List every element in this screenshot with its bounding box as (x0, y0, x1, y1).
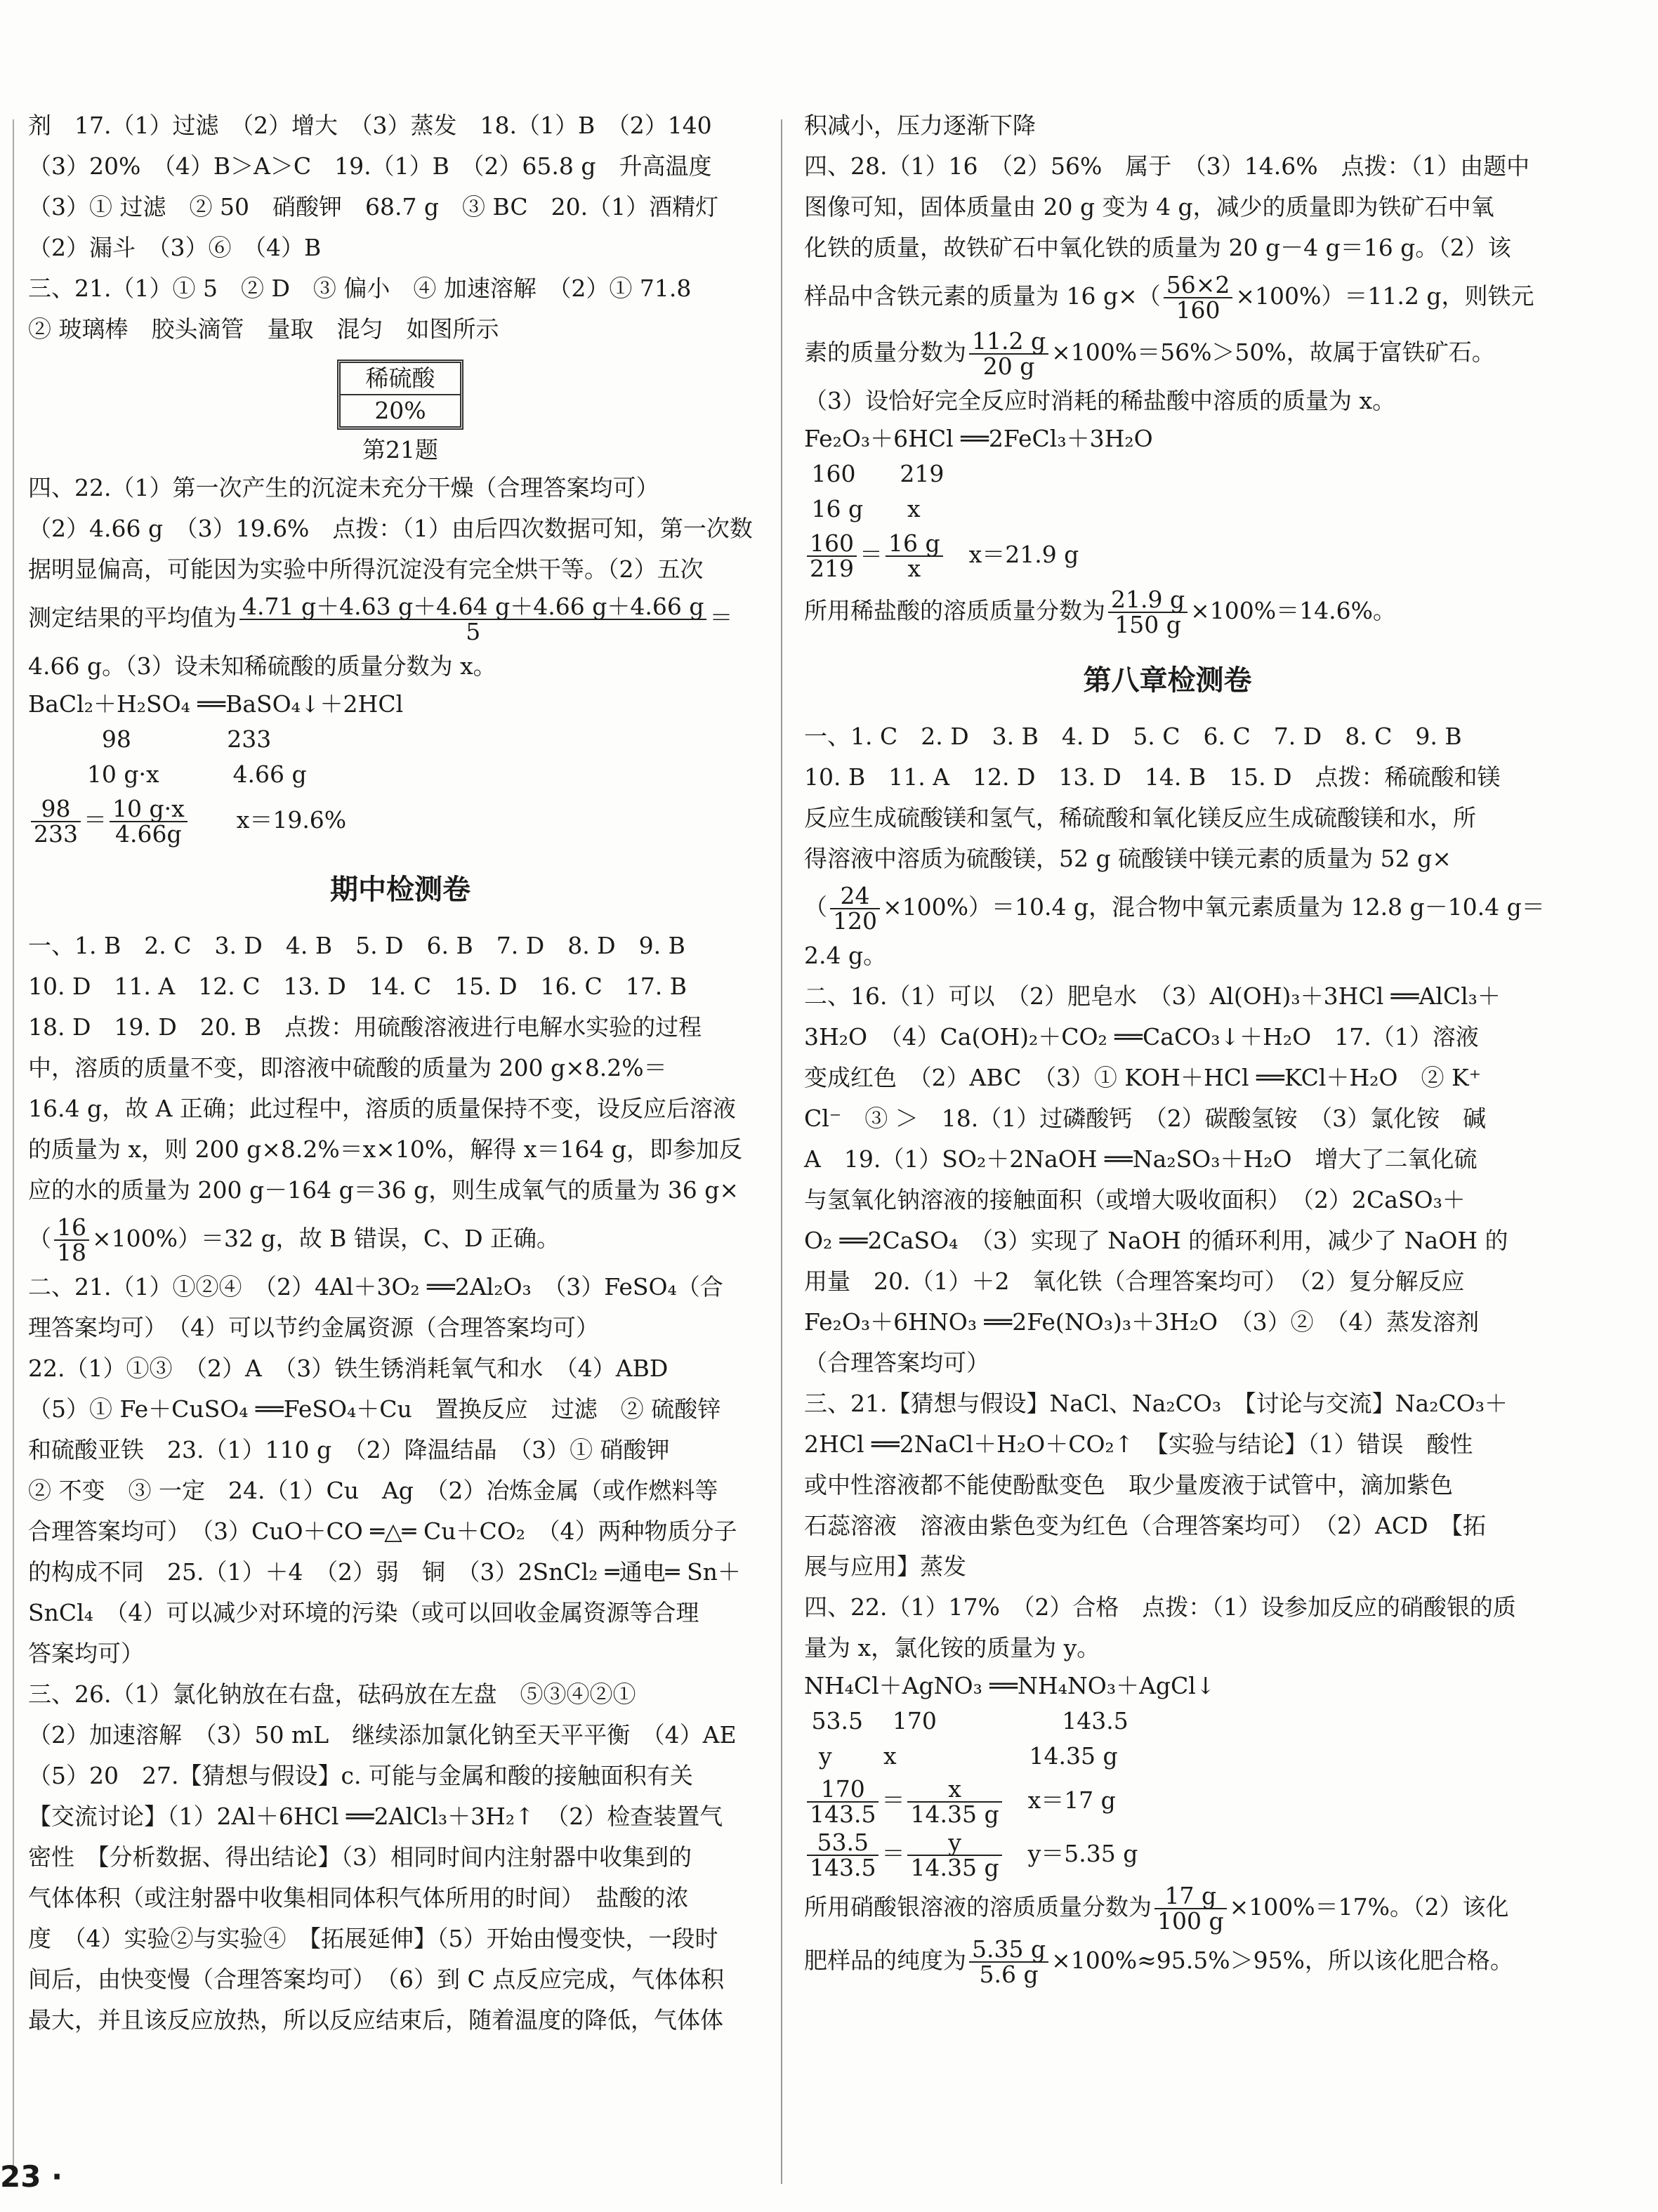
average-formula (28, 590, 772, 646)
fraction-denominator: 219 (810, 555, 854, 582)
fraction-numerator: 170 (807, 1777, 879, 1803)
text-span: 样品中含铁元素的质量为 16 g×（ (804, 282, 1161, 310)
text-line: 度 （4）实验②与实验④ 【拓展延伸】（5）开始由慢变快，一段时 (28, 1925, 718, 1952)
fraction-numerator: 5.35 g (969, 1937, 1048, 1963)
text-line: ② 不变 ③ 一定 24.（1）Cu Ag （2）冶炼金属（或作燃料等 (28, 1477, 718, 1504)
fraction-denominator: 14.35 g (910, 1800, 999, 1828)
text-line: 图像可知，固体质量由 20 g 变为 4 g，减少的质量即为铁矿石中氧 (804, 193, 1494, 220)
text-line: 二、21.（1）①②④ （2）4Al＋3O₂ ══2Al₂O₃ （3）FeSO₄（合 (28, 1273, 723, 1301)
iron-fraction-formula (804, 324, 1531, 381)
fraction (807, 529, 857, 582)
text-line: （3）① 过滤 ② 50 硝酸钾 68.7 g ③ BC 20.（1）酒精灯 (28, 193, 719, 220)
fraction (1164, 273, 1233, 322)
fraction-denominator: 120 (833, 907, 877, 935)
text-line: 4.66 g。（3）设未知稀硫酸的质量分数为 x。 (28, 652, 496, 680)
fraction-numerator: y (907, 1831, 1001, 1856)
fraction (239, 595, 706, 644)
text-line: （合理答案均可） (804, 1349, 989, 1376)
fraction-numerator: 24 (830, 884, 880, 909)
right-column (804, 105, 1545, 1988)
fraction-numerator: 53.5 (807, 1831, 879, 1856)
text-span: 测定结果的平均值为 (28, 604, 237, 631)
fraction-denominator: 100 g (1157, 1907, 1224, 1935)
page-number: 23 · (0, 2159, 63, 2194)
text-line: Fe₂O₃＋6HNO₃ ══2Fe(NO₃)₃＋3H₂O （3）② （4）蒸发溶剂 (804, 1308, 1480, 1336)
ratio-result: x＝17 g (1027, 1786, 1116, 1814)
equation-row: 53.5 170 143.5 (804, 1707, 1129, 1734)
text-line: A 19.（1）SO₂＋2NaOH ══Na₂SO₃＋H₂O 增大了二氧化硫 (804, 1145, 1478, 1173)
text-line: 或中性溶液都不能使酚酞变色 取少量废液于试管中，滴加紫色 (804, 1471, 1453, 1499)
text-line: 积减小，压力逐渐下降 (804, 112, 1036, 139)
fraction-denominator: 150 g (1114, 611, 1181, 638)
chemical-equation: NH₄Cl＋AgNO₃ ══NH₄NO₃＋AgCl↓ (804, 1672, 1216, 1699)
text-line: 最大，并且该反应放热，所以反应结束后，随着温度的降低，气体体 (28, 2006, 723, 2034)
text-line: 石蕊溶液 溶液由紫色变为红色（合理答案均可） （2）ACD 【拓 (804, 1512, 1487, 1539)
text-line: 间后，由快变慢（合理答案均可） （6）到 C 点反应完成，气体体积 (28, 1966, 725, 1993)
fraction-numerator: 21.9 g (1108, 588, 1187, 613)
fraction-numerator: 10 g·x (110, 797, 187, 822)
left-margin-rule (13, 119, 14, 2170)
text-line: ② 玻璃棒 胶头滴管 量取 混匀 如图所示 (28, 315, 499, 343)
text-line: （2）漏斗 （3）⑥ （4）B (28, 234, 322, 261)
fraction-denominator: 4.66g (115, 820, 182, 848)
fraction (907, 1777, 1001, 1826)
fraction-numerator: x (907, 1777, 1001, 1803)
fraction (907, 1831, 1001, 1880)
fraction-numerator: 56×2 (1164, 273, 1233, 298)
text-line: O₂ ══2CaSO₄ （3）实现了 NaOH 的循环利用，减少了 NaOH 的 (804, 1227, 1508, 1254)
fraction (54, 1213, 89, 1266)
fraction (31, 797, 81, 846)
fraction-denominator: 5 (466, 618, 481, 645)
figure-caption: 第21题 (362, 436, 438, 463)
text-line: 一、1. B 2. C 3. D 4. B 5. D 6. B 7. D 8. D 9. B (28, 932, 685, 959)
text-line: （2）加速溶解 （3）50 mL 继续添加氯化钠至天平平衡 （4）AE (28, 1721, 737, 1749)
text-line: 反应生成硫酸镁和氢气，稀硫酸和氧化镁反应生成硫酸镁和水，所 (804, 804, 1476, 831)
text-span: ×100%≈95.5%＞95%，所以该化肥合格。 (1051, 1947, 1513, 1974)
ratio-result: x＝19.6% (236, 806, 347, 834)
fraction (807, 1777, 879, 1826)
text-line: 合理答案均可） （3）CuO＋CO ═△═ Cu＋CO₂ （4）两种物质分子 (28, 1518, 737, 1545)
ratio-result: y＝5.35 g (1027, 1840, 1138, 1867)
fraction-numerator: 160 (807, 532, 857, 557)
text-line: 展与应用】蒸发 (804, 1553, 966, 1580)
fraction-numerator: 4.71 g＋4.63 g＋4.64 g＋4.66 g＋4.66 g (239, 595, 706, 620)
chemical-equation: BaCl₂＋H₂SO₄ ══BaSO₄↓＋2HCl (28, 690, 404, 718)
column-divider (781, 119, 782, 2184)
text-line: 四、22.（1）第一次产生的沉淀未充分干燥（合理答案均可） (28, 474, 659, 501)
text-line: （5）20 27.【猜想与假设】c. 可能与金属和酸的接触面积有关 (28, 1762, 693, 1789)
text-line: （5）① Fe＋CuSO₄ ══FeSO₄＋Cu 置换反应 过滤 ② 硫酸锌 (28, 1395, 721, 1423)
fraction-denominator: 18 (57, 1239, 86, 1266)
fraction (830, 884, 880, 933)
purity-formula (804, 1934, 1531, 1987)
ratio-equation: $\frac{170}{143.5}$ ＝ $\frac{x}{14.35 g}$ x＝17 g (804, 1774, 1531, 1827)
hcl-fraction-formula (804, 583, 1531, 639)
text-line: SnCl₄ （4）可以减少对环境的污染（或可以回收金属资源等合理 (28, 1599, 699, 1626)
text-span: ×100%＝14.6%。 (1190, 597, 1396, 624)
fraction-denominator: 233 (34, 820, 78, 848)
equation-row: y x 14.35 g (804, 1742, 1118, 1770)
text-span: ×100%）＝10.4 g，混合物中氧元素质量为 12.8 g－10.4 g＝ (883, 893, 1545, 921)
text-line: 密性 【分析数据、得出结论】（3）相同时间内注射器中收集到的 (28, 1843, 692, 1871)
reagent-label-name: 稀硫酸 (365, 364, 435, 392)
text-line: 三、21.【猜想与假设】NaCl、Na₂CO₃ 【讨论与交流】Na₂CO₃＋ (804, 1390, 1508, 1417)
text-line: 2.4 g。 (804, 942, 887, 969)
equation-row: 98 233 (28, 725, 272, 753)
text-line: Cl⁻ ③ ＞ 18.（1）过磷酸钙 （2）碳酸氢铵 （3）氯化铵 碱 (804, 1105, 1487, 1132)
silver-nitrate-formula (804, 1881, 1531, 1934)
text-span: 素的质量分数为 (804, 338, 966, 366)
chemical-equation: Fe₂O₃＋6HCl ══2FeCl₃＋3H₂O (804, 425, 1153, 452)
fraction-denominator: 5.6 g (979, 1961, 1039, 1988)
text-line: 3H₂O （4）Ca(OH)₂＋CO₂ ══CaCO₃↓＋H₂O 17.（1）溶液 (804, 1023, 1479, 1051)
text-line: 与氢氧化钠溶液的接触面积（或增大吸收面积） （2）2CaSO₃＋ (804, 1186, 1466, 1213)
fraction-denominator: 14.35 g (910, 1854, 999, 1881)
text-line: 一、1. C 2. D 3. B 4. D 5. C 6. C 7. D 8. C 9. B (804, 723, 1462, 750)
fraction (110, 797, 187, 846)
fraction (1108, 588, 1187, 637)
section-title: 第八章检测卷 (1083, 664, 1252, 697)
ratio-equation: $\frac{98}{233}$ ＝ $\frac{10 g\cdot x}{4.66g}$ x＝19.6% (28, 792, 772, 848)
iron-mass-formula (804, 268, 1534, 324)
text-line: 三、21.（1）① 5 ② D ③ 偏小 ④ 加速溶解 （2）① 71.8 (28, 275, 692, 302)
text-line: 22.（1）①③ （2）A （3）铁生锈消耗氧气和水 （4）ABD (28, 1355, 669, 1382)
text-line: 变成红色 （2）ABC （3）① KOH＋HCl ══KCl＋H₂O ② K⁺ (804, 1064, 1482, 1091)
text-line: 化铁的质量，故铁矿石中氧化铁的质量为 20 g－4 g＝16 g。（2）该 (804, 234, 1511, 261)
left-column (28, 105, 772, 2041)
text-span: ×100%＝17%。（2）该化 (1229, 1893, 1509, 1921)
reagent-label-concentration: 20% (341, 394, 460, 426)
text-span: ×100%）＝32 g，故 B 错误，C、D 正确。 (92, 1225, 560, 1252)
text-line: 理答案均可） （4）可以节约金属资源（合理答案均可） (28, 1314, 599, 1341)
section-title: 期中检测卷 (330, 874, 471, 906)
text-line: 四、28.（1）16 （2）56% 属于 （3）14.6% 点拨：（1）由题中 (804, 152, 1530, 180)
fraction (969, 1937, 1048, 1987)
text-line: 得溶液中溶质为硫酸镁，52 g 硫酸镁中镁元素的质量为 52 g× (804, 845, 1452, 872)
ratio-equation: $\frac{160}{219}$ ＝ $\frac{16 g}{x}$ x＝21.9 g (804, 527, 1531, 583)
ratio-result: x＝21.9 g (968, 541, 1079, 568)
fraction (1154, 1884, 1227, 1933)
text-line: 应的水的质量为 200 g－164 g＝36 g，则生成氧气的质量为 36 g× (28, 1176, 739, 1204)
text-span: 所用硝酸银溶液的溶质质量分数为 (804, 1893, 1152, 1921)
text-line: 气体体积（或注射器中收集相同体积气体所用的时间） 盐酸的浓 (28, 1884, 689, 1911)
text-span: ×100%＝56%＞50%，故属于富铁矿石。 (1051, 338, 1495, 366)
text-line: 据明显偏高，可能因为实验中所得沉淀没有完全烘干等。（2）五次 (28, 555, 704, 583)
fraction-denominator: x (907, 555, 921, 582)
text-line: 的质量为 x，则 200 g×8.2%＝x×10%，解得 x＝164 g，即参加反 (28, 1135, 742, 1163)
text-line: 10. B 11. A 12. D 13. D 14. B 15. D 点拨：稀硫酸和镁 (804, 763, 1501, 791)
ratio-equation: $\frac{53.5}{143.5}$ ＝ $\frac{y}{14.35 g}$ y＝5.35 g (804, 1827, 1531, 1881)
text-line: 16.4 g，故 A 正确；此过程中，溶质的质量保持不变，设反应后溶液 (28, 1095, 736, 1122)
text-span: 所用稀盐酸的溶质质量分数为 (804, 597, 1105, 624)
text-line: 用量 20.（1）＋2 氧化铁（合理答案均可） （2）复分解反应 (804, 1268, 1465, 1295)
text-line: （3）20% （4）B＞A＞C 19.（1）B （2）65.8 g 升高温度 (28, 152, 712, 180)
text-line: 二、16.（1）可以 （2）肥皂水 （3）Al(OH)₃＋3HCl ══AlCl₃＋ (804, 982, 1501, 1010)
text-line: 剂 17.（1）过滤 （2）增大 （3）蒸发 18.（1）B （2）140 (28, 112, 712, 139)
reagent-label (337, 360, 463, 430)
fraction-numerator: 17 g (1154, 1884, 1227, 1909)
fraction-numerator: 98 (31, 797, 81, 822)
text-line: 四、22.（1）17% （2）合格 点拨：（1）设参加反应的硝酸银的质 (804, 1593, 1516, 1621)
text-line: （3）设恰好完全反应时消耗的稀盐酸中溶质的质量为 x。 (804, 387, 1396, 414)
fraction (969, 329, 1048, 378)
text-span: ＝ (709, 604, 733, 631)
fraction-numerator: 16 (54, 1216, 89, 1241)
text-line: 量为 x，氯化铵的质量为 y。 (804, 1634, 1100, 1661)
text-line: 18. D 19. D 20. B 点拨：用硫酸溶液进行电解水实验的过程 (28, 1013, 702, 1041)
fraction-numerator: 16 g (886, 532, 943, 557)
equation-row: 16 g x (804, 495, 921, 522)
text-line: 的构成不同 25.（1）＋4 （2）弱 铜 （3）2SnCl₂ ═通电═ Sn＋ (28, 1558, 741, 1586)
fraction-denominator: 143.5 (810, 1854, 876, 1881)
text-line: 【交流讨论】（1）2Al＋6HCl ══2AlCl₃＋3H₂↑ （2）检查装置气 (28, 1803, 723, 1830)
text-line: 答案均可） (28, 1640, 144, 1667)
fraction-numerator: 11.2 g (969, 329, 1048, 355)
text-line: 三、26.（1）氯化钠放在右盘，砝码放在左盘 ⑤③④②① (28, 1680, 636, 1708)
text-line: 中，溶质的质量不变，即溶液中硫酸的质量为 200 g×8.2%＝ (28, 1054, 667, 1081)
fraction-denominator: 20 g (982, 353, 1035, 380)
text-line: 和硫酸亚铁 23.（1）110 g （2）降温结晶 （3）① 硝酸钾 (28, 1436, 670, 1463)
equation-row: 160 219 (804, 460, 945, 487)
fraction-denominator: 143.5 (810, 1800, 876, 1828)
fraction-denominator: 160 (1176, 296, 1221, 324)
equation-row: 10 g·x 4.66 g (28, 761, 307, 788)
magnesium-formula: （ $\frac{24}{120}$ ×100%）＝10.4 g，混合物中氧元素质量为 12.8 g－10.4 g＝ (804, 882, 1545, 935)
text-line: 10. D 11. A 12. C 13. D 14. C 15. D 16. C 17. B (28, 973, 687, 1000)
fraction (886, 529, 943, 582)
text-span: ×100%）＝11.2 g，则铁元 (1235, 282, 1534, 310)
text-line: （2）4.66 g （3）19.6% 点拨：（1）由后四次数据可知，第一次数 (28, 515, 753, 542)
oxygen-formula: （ $\frac{16}{18}$ ×100%）＝32 g，故 B 错误，C、D 正确。 (28, 1213, 560, 1266)
fraction (807, 1831, 879, 1880)
text-line: 2HCl ══2NaCl＋H₂O＋CO₂↑ 【实验与结论】（1）错误 酸性 (804, 1430, 1473, 1458)
text-span: 肥样品的纯度为 (804, 1947, 966, 1974)
